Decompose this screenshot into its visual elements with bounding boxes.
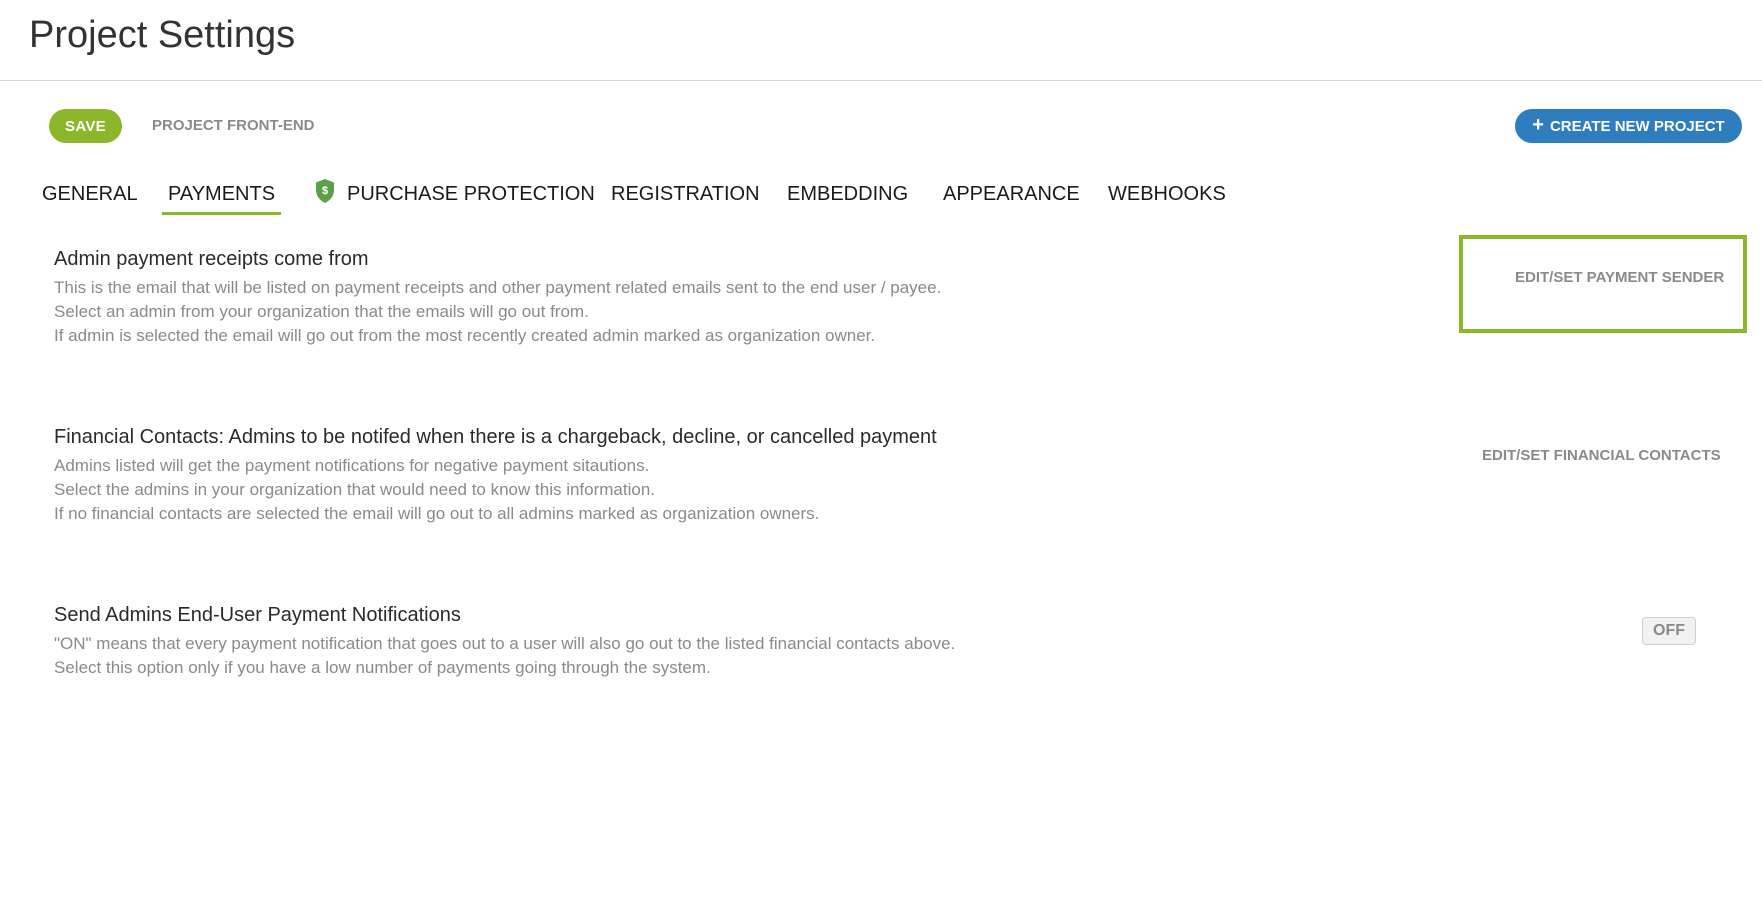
tab-general[interactable]: GENERAL xyxy=(42,183,138,205)
section-description-line: Select this option only if you have a low number of payments going through the system. xyxy=(54,658,711,677)
page-title: Project Settings xyxy=(29,14,296,56)
section-description-line: This is the email that will be listed on payment receipts and other payment related emails sent to the end user / payee. xyxy=(54,278,942,297)
edit-financial-contacts-link[interactable]: EDIT/SET FINANCIAL CONTACTS xyxy=(1482,447,1721,464)
section-description-line: If no financial contacts are selected the email will go out to all admins marked as organization owners. xyxy=(54,504,820,523)
section-description-line: Select the admins in your organization that would need to know this information. xyxy=(54,480,656,499)
section-description-line: "ON" means that every payment notification that goes out to a user will also go out to the listed financial contacts above. xyxy=(54,634,956,653)
svg-text:$: $ xyxy=(321,185,329,197)
save-button[interactable]: SAVE xyxy=(49,109,122,143)
section-title: Send Admins End-User Payment Notifications xyxy=(54,604,461,626)
section-title: Financial Contacts: Admins to be notifed when there is a chargeback, decline, or cancelled payment xyxy=(54,426,937,448)
plus-icon: + xyxy=(1532,114,1544,136)
tab-embedding[interactable]: EMBEDDING xyxy=(787,183,909,205)
section-description-line: Select an admin from your organization that the emails will go out from. xyxy=(54,302,589,321)
shield-dollar-icon xyxy=(314,178,336,204)
tab-webhooks[interactable]: WEBHOOKS xyxy=(1108,183,1226,205)
tab-appearance[interactable]: APPEARANCE xyxy=(943,183,1080,205)
tab-payments[interactable]: PAYMENTS xyxy=(168,178,275,218)
end-user-notifications-section xyxy=(54,602,1354,680)
create-new-project-label: CREATE NEW PROJECT xyxy=(1549,117,1725,135)
section-description-line: If admin is selected the email will go out from the most recently created admin marked as organization owner. xyxy=(54,326,876,345)
tab-registration[interactable]: REGISTRATION xyxy=(611,183,760,205)
project-front-end-link[interactable]: PROJECT FRONT-END xyxy=(152,117,315,134)
page-header xyxy=(0,0,1762,81)
tab-purchase-protection[interactable]: PURCHASE PROTECTION xyxy=(347,183,595,205)
section-description-line: Admins listed will get the payment notifications for negative payment sitautions. xyxy=(54,456,650,475)
edit-payment-sender-link[interactable]: EDIT/SET PAYMENT SENDER xyxy=(1515,269,1725,286)
settings-tabs xyxy=(0,178,1300,218)
end-user-notifications-toggle[interactable]: OFF xyxy=(1642,617,1696,645)
payment-sender-section xyxy=(54,246,1354,348)
section-title: Admin payment receipts come from xyxy=(54,248,369,270)
create-new-project-button[interactable] xyxy=(1515,109,1742,143)
financial-contacts-section xyxy=(54,424,1354,526)
